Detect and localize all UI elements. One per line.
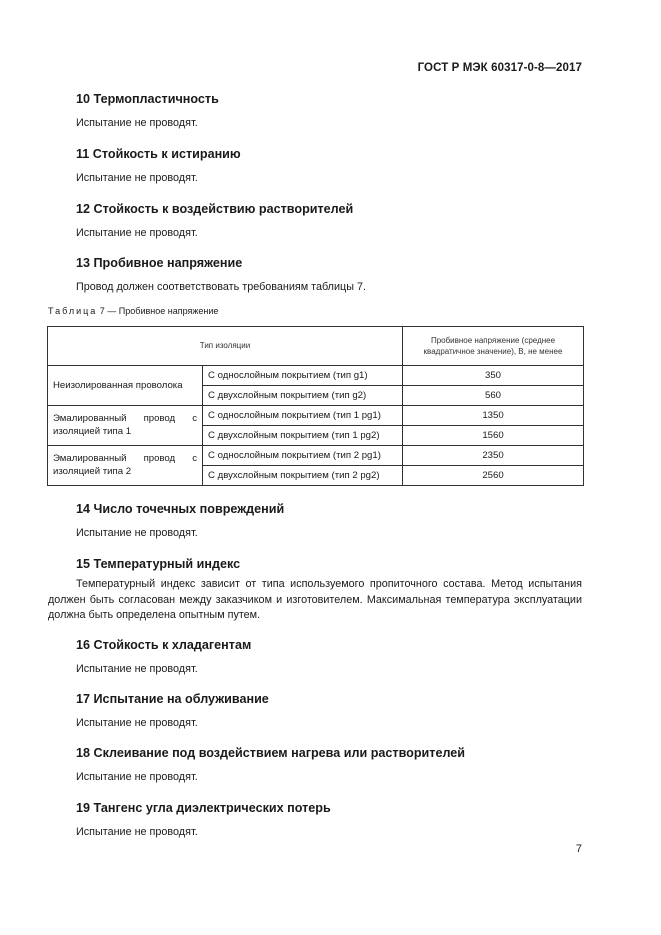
table-row — [48, 446, 584, 466]
section-title: 17 Испытание на облуживание — [76, 692, 269, 706]
document-header: ГОСТ Р МЭК 60317-0-8—2017 — [417, 62, 582, 74]
section-13 — [76, 256, 581, 271]
section-14-body — [76, 526, 581, 542]
section-text: Испытание не проводят. — [76, 663, 198, 675]
table-row — [48, 406, 584, 426]
table-caption — [48, 306, 218, 316]
section-text: Испытание не проводят. — [76, 117, 198, 129]
coating-cell: С двухслойным покрытием (тип 2 pg2) — [203, 466, 403, 486]
group-name: Неизолированная проволока — [48, 366, 203, 406]
coating-cell: С двухслойным покрытием (тип 1 pg2) — [203, 426, 403, 446]
section-10-body — [76, 116, 581, 132]
section-17-body — [76, 716, 581, 732]
section-title: 11 Стойкость к истиранию — [76, 147, 241, 161]
section-12-body — [76, 226, 581, 242]
section-10 — [76, 92, 581, 107]
table-caption-text: 7 — Пробивное напряжение — [97, 306, 219, 316]
section-14 — [76, 502, 581, 517]
section-text: Испытание не проводят. — [76, 527, 198, 539]
voltage-cell: 2560 — [403, 466, 584, 486]
section-18-body — [76, 770, 581, 786]
group-name: Эмалированный провод с изоляцией типа 1 — [48, 406, 203, 446]
section-title: 18 Склеивание под воздействием нагрева или растворителей — [76, 746, 466, 760]
section-title: 14 Число точечных повреждений — [76, 502, 285, 516]
section-title: 16 Стойкость к хладагентам — [76, 638, 252, 652]
table-header-row — [48, 327, 584, 366]
coating-cell: С двухслойным покрытием (тип g2) — [203, 386, 403, 406]
section-title: 13 Пробивное напряжение — [76, 256, 243, 270]
section-title: 10 Термопластичность — [76, 92, 219, 106]
section-title: 15 Температурный индекс — [76, 557, 241, 571]
coating-cell: С однослойным покрытием (тип 2 pg1) — [203, 446, 403, 466]
section-15 — [76, 557, 581, 572]
section-16 — [76, 638, 581, 653]
voltage-cell: 1350 — [403, 406, 584, 426]
section-11-body — [76, 171, 581, 187]
header-breakdown-voltage: Пробивное напряжение (среднее квадратичное значение), В, не менее — [403, 327, 584, 366]
table-caption-label: Таблица — [48, 306, 98, 316]
section-13-body — [76, 280, 581, 296]
section-19 — [76, 801, 581, 816]
voltage-cell: 2350 — [403, 446, 584, 466]
page-number: 7 — [575, 843, 582, 855]
section-text: Испытание не проводят. — [76, 717, 198, 729]
voltage-cell: 560 — [403, 386, 584, 406]
section-18 — [76, 746, 581, 761]
table-row — [48, 366, 584, 386]
section-15-paragraph: Температурный индекс зависит от типа используемого пропиточного состава. Метод испытания должен быть согласован между заказчиком и изготовителем. Максимальная температура эксплуатации должна быть определена опытным путем. — [48, 578, 582, 621]
section-11 — [76, 147, 581, 162]
breakdown-voltage-table — [47, 326, 584, 486]
section-text: Провод должен соответствовать требованиям таблицы 7. — [76, 281, 366, 293]
section-text: Испытание не проводят. — [76, 227, 198, 239]
section-title: 19 Тангенс угла диэлектрических потерь — [76, 801, 331, 815]
section-text: Испытание не проводят. — [76, 826, 198, 838]
section-17 — [76, 692, 581, 707]
section-12 — [76, 202, 581, 217]
voltage-cell: 1560 — [403, 426, 584, 446]
section-text: Испытание не проводят. — [76, 172, 198, 184]
section-19-body — [76, 825, 581, 841]
voltage-cell: 350 — [403, 366, 584, 386]
group-name: Эмалированный провод с изоляцией типа 2 — [48, 446, 203, 486]
coating-cell: С однослойным покрытием (тип 1 pg1) — [203, 406, 403, 426]
coating-cell: С однослойным покрытием (тип g1) — [203, 366, 403, 386]
header-insulation-type: Тип изоляции — [48, 327, 403, 366]
section-16-body — [76, 662, 581, 678]
section-text: Испытание не проводят. — [76, 771, 198, 783]
section-title: 12 Стойкость к воздействию растворителей — [76, 202, 354, 216]
